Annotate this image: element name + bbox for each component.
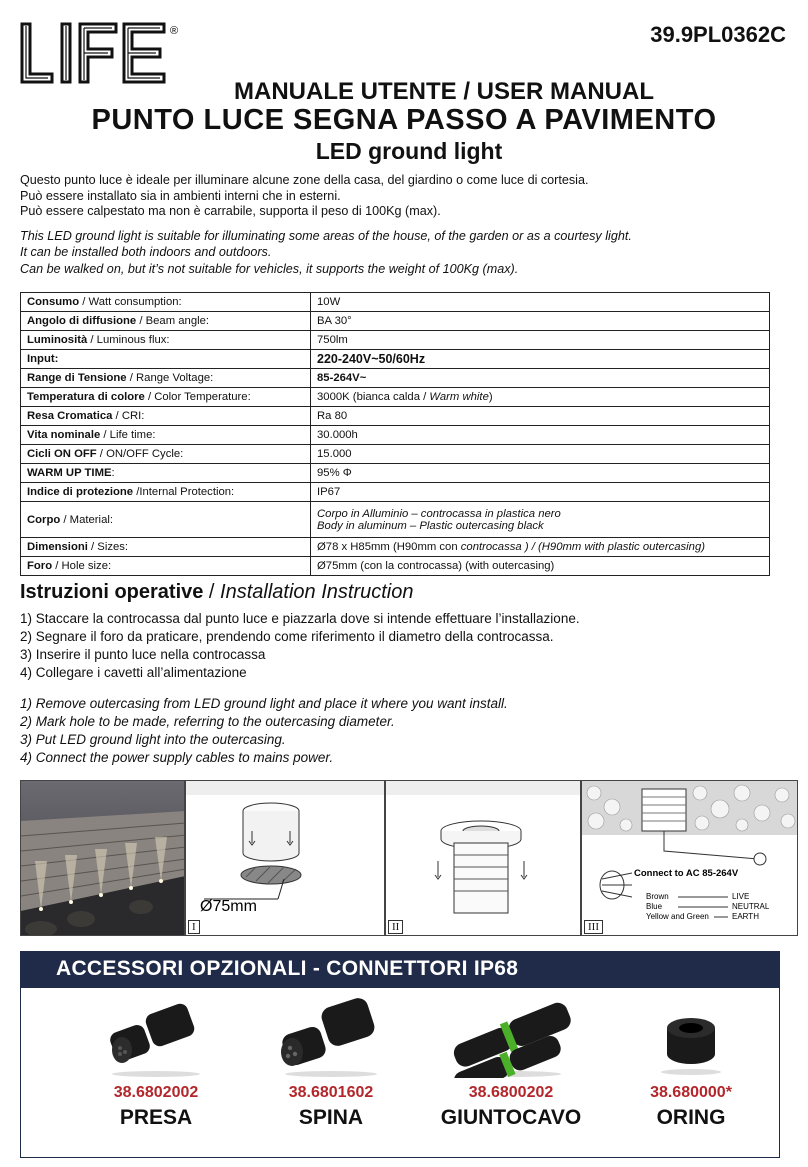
list-item: 1) Remove outercasing from LED ground light and place it where you want install. (20, 696, 508, 711)
step-3-figure (581, 780, 798, 936)
intro-line: It can be installed both indoors and outdoors. (20, 244, 272, 259)
table-row: Dimensioni / Sizes: Ø78 x H85mm (H90mm con controcassa ) / (H90mm with plastic outercasing) (21, 538, 770, 557)
list-item: 1) Staccare la controcassa dal punto luce e piazzarla dove si intende effettuare l’installazione. (20, 611, 580, 626)
wire-color: Brown (646, 892, 669, 901)
step-1-figure (185, 780, 385, 936)
table-row: Luminosità / Luminous flux: 750lm (21, 331, 770, 350)
table-row: WARM UP TIME: 95% Φ (21, 464, 770, 483)
accessory-code: 38.6802002 (113, 1084, 199, 1101)
accessory-name: PRESA (119, 1106, 193, 1129)
accessory-code: 38.6801602 (288, 1084, 374, 1101)
accessory-code: 38.6800202 (468, 1084, 554, 1101)
garden-wall-photo (20, 780, 185, 936)
specs-table (20, 292, 770, 576)
list-item: 3) Put LED ground light into the outercasing. (20, 732, 286, 747)
step-2-figure (385, 780, 581, 936)
connect-label: Connect to AC 85-264V (634, 868, 739, 879)
list-item: 2) Mark hole to be made, referring to the outercasing diameter. (20, 714, 395, 729)
accessory-presa (71, 988, 241, 1158)
list-item: 4) Connect the power supply cables to mains power. (20, 750, 334, 765)
steps-english (20, 695, 508, 767)
manual-label: MANUALE UTENTE / USER MANUAL (234, 78, 654, 105)
table-row: Foro / Hole size: Ø75mm (con la controcassa) (with outercasing) (21, 557, 770, 576)
connector-joint-image (441, 988, 581, 1078)
wire-function: NEUTRAL (732, 902, 770, 911)
accessory-name: GIUNTOCAVO (440, 1106, 582, 1129)
table-row: Input: 220-240V~50/60Hz (21, 350, 770, 369)
wire-color: Yellow and Green (646, 912, 709, 921)
intro-line: Può essere calpestato ma non è carrabile, supporta il peso di 100Kg (max). (20, 204, 441, 218)
table-row: Indice di protezione /Internal Protection: IP67 (21, 483, 770, 502)
product-code: 39.9PL0362C (650, 22, 786, 47)
table-row: Range di Tensione / Range Voltage: 85-264V~ (21, 369, 770, 388)
figure-label: III (584, 920, 603, 934)
steps-italian (20, 610, 580, 682)
accessory-code: 38.680000* (650, 1084, 732, 1101)
table-row: Vita nominale / Life time: 30.000h (21, 426, 770, 445)
accessory-oring (601, 988, 781, 1158)
accessories-panel (20, 988, 780, 1158)
wire-color: Blue (646, 902, 663, 911)
page-title: PUNTO LUCE SEGNA PASSO A PAVIMENTO (91, 104, 717, 136)
instructions-title: Istruzioni operative / Installation Instruction (20, 581, 414, 603)
table-row: Temperatura di colore / Color Temperature: 3000K (bianca calda / Warm white) (21, 388, 770, 407)
intro-line: Questo punto luce è ideale per illuminare alcune zone della casa, del giardino o come luce di cortesia. (20, 173, 589, 187)
registered-mark: ® (170, 25, 179, 37)
intro-line: This LED ground light is suitable for illuminating some areas of the house, of the garden or as a courtesy light. (20, 229, 632, 243)
wire-function: EARTH (732, 912, 759, 921)
accessory-name: ORING (656, 1106, 726, 1129)
table-row: Consumo / Watt consumption: 10W (21, 293, 770, 312)
oring-image (641, 988, 741, 1078)
accessories-title: ACCESSORI OPZIONALI - CONNETTORI IP68 (56, 957, 519, 980)
wire-function: LIVE (732, 892, 750, 901)
connector-socket-image (96, 988, 216, 1078)
table-row: Angolo di diffusione / Beam angle: BA 30° (21, 312, 770, 331)
accessory-name: SPINA (298, 1106, 364, 1129)
accessory-spina (241, 988, 421, 1158)
intro-line: Può essere installato sia in ambienti interni che in esterni. (20, 188, 341, 203)
intro-italian (20, 173, 790, 220)
list-item: 3) Inserire il punto luce nella controcassa (20, 647, 266, 662)
table-row: Cicli ON OFF / ON/OFF Cycle: 15.000 (21, 445, 770, 464)
intro-line: Can be walked on, but it’s not suitable for vehicles, it supports the weight of 100Kg (max). (20, 262, 519, 276)
figure-label: II (388, 920, 403, 934)
connector-plug-image (266, 988, 396, 1078)
list-item: 4) Collegare i cavetti all’alimentazione (20, 665, 247, 680)
table-row: Resa Cromatica / CRI: Ra 80 (21, 407, 770, 426)
figure-label: I (188, 920, 200, 934)
table-row: Corpo / Material: Corpo in Alluminio – controcassa in plastica nero Body in aluminum – Plastic outercasing black (21, 502, 770, 538)
hole-diameter-label: Ø75mm (200, 898, 257, 915)
list-item: 2) Segnare il foro da praticare, prendendo come riferimento il diametro della controcassa. (20, 629, 554, 644)
page-subtitle: LED ground light (315, 138, 503, 164)
installation-figures (20, 780, 798, 936)
intro-english (20, 229, 790, 278)
accessory-giuntocavo (421, 988, 601, 1158)
